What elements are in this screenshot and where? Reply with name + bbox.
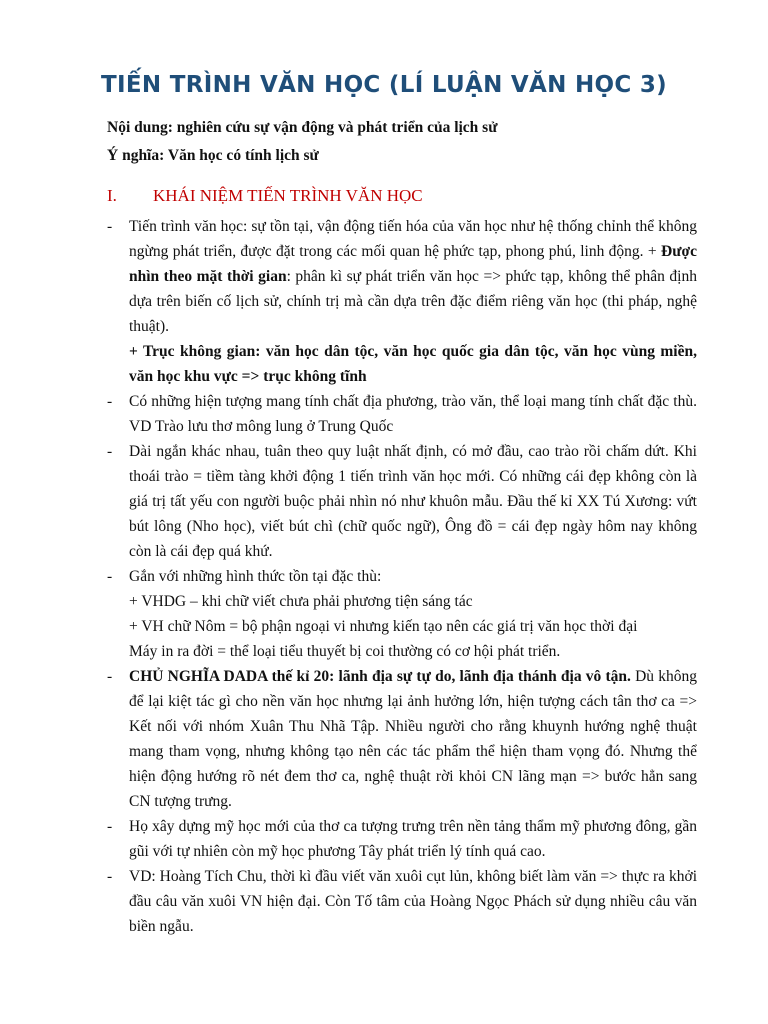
paragraph: [129, 664, 697, 814]
paragraph: Họ xây dựng mỹ học mới của thơ ca tượng trưng trên nền tảng thẩm mỹ phương đông, gần gũi với tự nhiên còn mỹ học phương Tây phát triển lý tính quá cao.: [129, 818, 697, 860]
list-item: [107, 814, 697, 864]
bullet-dash: -: [107, 218, 113, 235]
list-item: [107, 214, 697, 389]
paragraph: + VHDG – khi chữ viết chưa phải phương tiện sáng tác: [129, 593, 473, 610]
list-item: [107, 664, 697, 814]
list-item: [107, 389, 697, 439]
paragraph: VD: Hoàng Tích Chu, thời kì đầu viết văn xuôi cụt lủn, không biết làm văn => thực ra khởi đầu câu văn xuôi VN hiện đại. Còn Tố tâm của Hoàng Ngọc Phách sử dụng nhiều câu văn biền ngẫu.: [129, 868, 697, 935]
bullet-dash: -: [107, 818, 113, 835]
section-heading: [107, 186, 423, 206]
section-title: KHÁI NIỆM TIẾN TRÌNH VĂN HỌC: [153, 186, 423, 205]
meaning-line: Ý nghĩa: Văn học có tính lịch sử: [107, 147, 319, 164]
document-title: TIẾN TRÌNH VĂN HỌC (LÍ LUẬN VĂN HỌC 3): [101, 72, 667, 98]
paragraph: Dài ngắn khác nhau, tuân theo quy luật nhất định, có mở đầu, cao trào rồi chấm dứt. Khi thoái trào = tiềm tàng khởi động 1 tiến trình văn học mới. Có những cái đẹp không còn là giá trị tất yếu con người buộc phải nhìn nó như khuôn mẫu. Đầu thế kỉ XX Tú Xương: vứt bút lông (Nho học), viết bút chì (chữ quốc ngữ), Ông đồ = cái đẹp ngày hôm nay không còn là cái đẹp quá khứ.: [129, 443, 697, 560]
text-run: Dù không để lại kiệt tác gì cho nền văn học nhưng lại ảnh hưởng lớn, hiện tượng cách tân thơ ca => Kết nối với nhóm Xuân Thu Nhã Tập. Nhiều người cho rằng khuynh hướng nghệ thuật mang tham vọng, nhưng không tạo nên các tác phẩm thể hiện tham vọng đó. Nhưng thể hiện động hướng rõ nét đem thơ ca, nghệ thuật rời khỏi CN lãng mạn => bước hẳn sang CN tượng trưng.: [129, 668, 697, 810]
text-run: Tiến trình văn học: sự tồn tại, vận động tiến hóa của văn học như hệ thống chỉnh thể không ngừng phát triển, được đặt trong các mối quan hệ phức tạp, phong phú, linh động. +: [129, 218, 697, 260]
bold-run: CHỦ NGHĨA DADA thế kỉ 20: lãnh địa sự tự do, lãnh địa thánh địa vô tận.: [129, 668, 631, 685]
text-run: : phân kì sự phát triển văn học => phức tạp, không thể phân định dựa trên biến cố lịch sử, chính trị mà cần dựa trên đặc điểm riêng văn học (thi pháp, nghệ thuật).: [129, 268, 697, 335]
list-item: [107, 864, 697, 939]
paragraph: Có những hiện tượng mang tính chất địa phương, trào văn, thể loại mang tính chất đặc thù. VD Trào lưu thơ mông lung ở Trung Quốc: [129, 393, 697, 435]
paragraph: + VH chữ Nôm = bộ phận ngoại vi nhưng kiến tạo nên các giá trị văn học thời đại: [129, 618, 638, 635]
list-item: [107, 439, 697, 564]
bullet-dash: -: [107, 668, 113, 685]
paragraph: + Trục không gian: văn học dân tộc, văn học quốc gia dân tộc, văn học vùng miền, văn học khu vực => trục không tĩnh: [129, 343, 697, 385]
paragraph: [129, 214, 697, 339]
list-item: [107, 564, 697, 664]
section-number: I.: [107, 186, 117, 205]
paragraph: Máy in ra đời = thể loại tiểu thuyết bị coi thường có cơ hội phát triển.: [129, 643, 561, 660]
bold-run: Được nhìn theo mặt thời gian: [129, 243, 697, 285]
bullet-dash: -: [107, 443, 113, 460]
bullet-dash: -: [107, 868, 113, 885]
document-body: [107, 214, 697, 939]
paragraph: Gắn với những hình thức tồn tại đặc thù:: [129, 568, 382, 585]
bullet-dash: -: [107, 568, 113, 585]
bullet-dash: -: [107, 393, 113, 410]
content-line: Nội dung: nghiên cứu sự vận động và phát triển của lịch sử: [107, 119, 498, 136]
